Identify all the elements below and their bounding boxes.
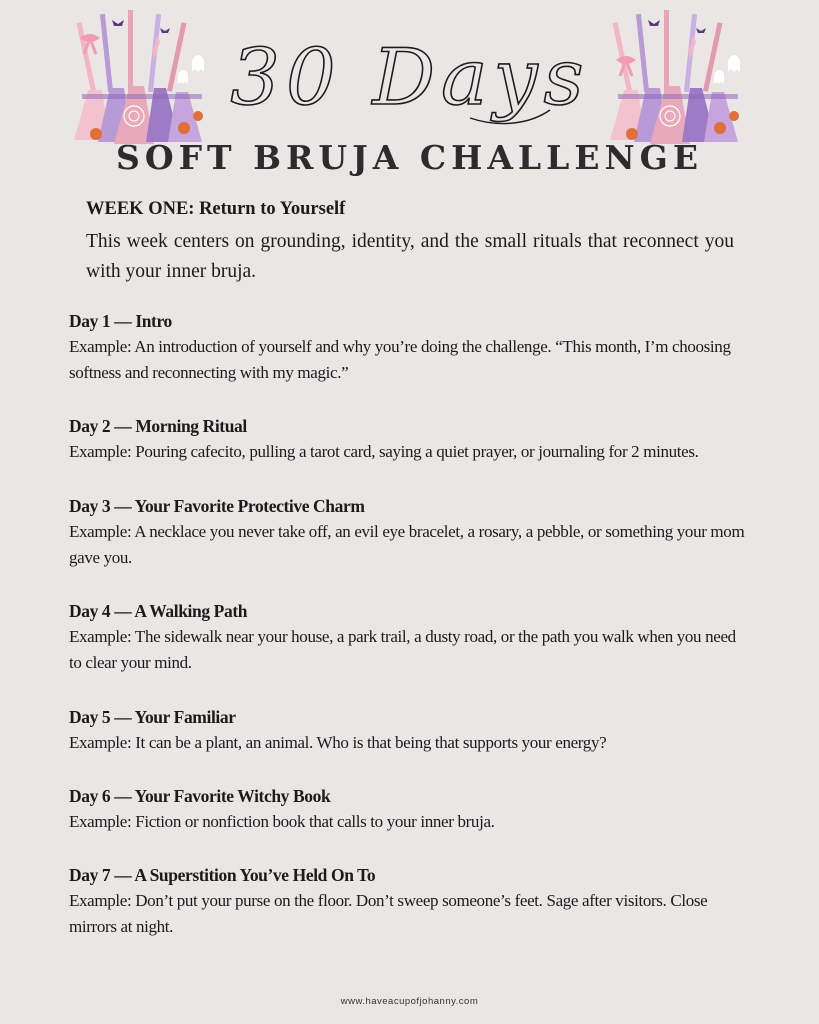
day-title: Day 2 — Morning Ritual <box>69 416 247 436</box>
day-entry-4 <box>69 599 749 676</box>
day-example: Example: Fiction or nonfiction book that calls to your inner bruja. <box>69 812 495 831</box>
day-entry-2 <box>69 414 749 465</box>
day-title: Day 4 — A Walking Path <box>69 601 248 621</box>
footer-website: www.haveacupofjohanny.com <box>340 996 479 1007</box>
day-entry-5 <box>69 705 749 756</box>
day-entry-3 <box>69 494 749 571</box>
day-example: Example: A necklace you never take off, an evil eye bracelet, a rosary, a pebble, or something your mom gave you. <box>69 522 745 567</box>
day-title: Day 6 — Your Favorite Witchy Book <box>69 786 331 806</box>
week-description: This week centers on grounding, identity, and the small rituals that reconnect you with your inner bruja. <box>86 231 734 282</box>
day-example: Example: An introduction of yourself and why you’re doing the challenge. “This month, I’m choosing softness and reconnecting with my magic.” <box>69 337 731 382</box>
day-example: Example: The sidewalk near your house, a park trail, a dusty road, or the path you walk when you need to clear your mind. <box>69 627 736 672</box>
challenge-subtitle: SOFT BRUJA CHALLENGE <box>116 138 703 177</box>
day-example: Example: It can be a plant, an animal. Who is that being that supports your energy? <box>69 733 607 752</box>
day-example: Example: Don’t put your purse on the floor. Don’t sweep someone’s feet. Sage after visitors. Close mirrors at night. <box>69 891 708 936</box>
day-entry-1 <box>69 309 749 386</box>
day-title: Day 3 — Your Favorite Protective Charm <box>69 496 365 516</box>
week-title: WEEK ONE: Return to Yourself <box>86 199 346 219</box>
day-title: Day 7 — A Superstition You’ve Held On To <box>69 865 376 885</box>
script-title-text: 30 Days <box>230 33 590 123</box>
day-title: Day 5 — Your Familiar <box>69 707 236 727</box>
day-title: Day 1 — Intro <box>69 311 172 331</box>
day-entry-7 <box>69 863 749 940</box>
day-entry-6 <box>69 784 749 835</box>
script-title <box>0 22 819 142</box>
day-example: Example: Pouring cafecito, pulling a tarot card, saying a quiet prayer, or journaling for 2 minutes. <box>69 442 699 461</box>
